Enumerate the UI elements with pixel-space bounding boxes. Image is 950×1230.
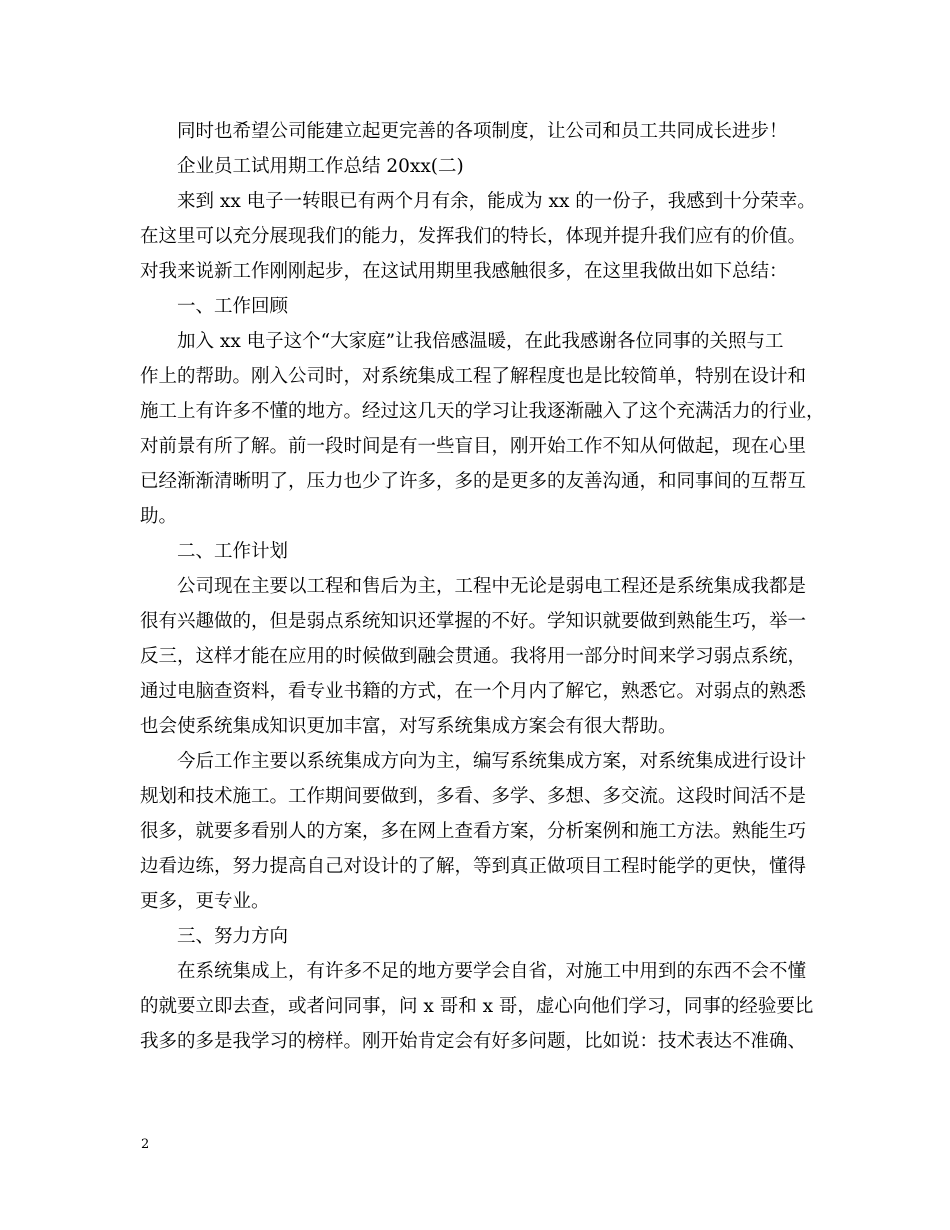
text-line: 对我来说新工作刚刚起步，在这试用期里我感触很多，在这里我做出如下总结： <box>140 261 788 282</box>
section-subtitle: 企业员工试用期工作总结 20xx(二) <box>177 156 464 177</box>
text-line: 已经渐渐清晰明了，压力也少了许多，多的是更多的友善沟通，和同事间的互帮互 <box>140 471 807 492</box>
text-line: 也会使系统集成知识更加丰富，对写系统集成方案会有很大帮助。 <box>140 716 677 737</box>
page-number: 2 <box>141 1137 150 1152</box>
text-line: 我多的多是我学习的榜样。刚开始肯定会有好多问题，比如说：技术表达不准确、 <box>140 1031 807 1052</box>
section-heading: 二、工作计划 <box>177 541 289 562</box>
section-heading: 一、工作回顾 <box>177 296 289 317</box>
text-line: 反三，这样才能在应用的时候做到融会贯通。我将用一部分时间来学习弱点系统， <box>140 646 807 667</box>
text-line: 对前景有所了解。前一段时间是有一些盲目，刚开始工作不知从何做起，现在心里 <box>140 436 807 457</box>
text-line: 今后工作主要以系统集成方向为主，编写系统集成方案，对系统集成进行设计 <box>177 751 807 772</box>
text-line: 更多，更专业。 <box>140 891 270 912</box>
text-line: 来到 xx 电子一转眼已有两个月有余，能成为 xx 的一份子，我感到十分荣幸。 <box>177 191 816 212</box>
text-line: 规划和技术施工。工作期间要做到，多看、多学、多想、多交流。这段时间活不是 <box>140 786 807 807</box>
text-line: 通过电脑查资料，看专业书籍的方式，在一个月内了解它，熟悉它。对弱点的熟悉 <box>140 681 807 702</box>
document-body <box>140 114 825 1059</box>
text-line: 施工上有许多不懂的地方。经过这几天的学习让我逐渐融入了这个充满活力的行业， <box>140 401 825 422</box>
text-line: 很多，就要多看别人的方案，多在网上查看方案，分析案例和施工方法。熟能生巧 <box>140 821 807 842</box>
text-line: 同时也希望公司能建立起更完善的各项制度，让公司和员工共同成长进步！ <box>177 121 788 142</box>
text-line: 的就要立即去查，或者问同事，问 x 哥和 x 哥，虚心向他们学习，同事的经验要比 <box>140 996 814 1017</box>
text-line: 很有兴趣做的，但是弱点系统知识还掌握的不好。学知识就要做到熟能生巧，举一 <box>140 611 807 632</box>
text-line: 在这里可以充分展现我们的能力，发挥我们的特长，体现并提升我们应有的价值。 <box>140 226 807 247</box>
text-line: 在系统集成上，有许多不足的地方要学会自省，对施工中用到的东西不会不懂 <box>177 961 807 982</box>
text-line: 作上的帮助。刚入公司时，对系统集成工程了解程度也是比较简单，特别在设计和 <box>140 366 807 387</box>
text-line: 加入 xx 电子这个“大家庭”让我倍感温暖，在此我感谢各位同事的关照与工 <box>177 331 784 352</box>
text-line: 助。 <box>140 506 178 527</box>
text-line: 边看边练，努力提高自己对设计的了解，等到真正做项目工程时能学的更快，懂得 <box>140 856 807 877</box>
text-line: 公司现在主要以工程和售后为主，工程中无论是弱电工程还是系统集成我都是 <box>177 576 807 597</box>
section-heading: 三、努力方向 <box>177 926 289 947</box>
